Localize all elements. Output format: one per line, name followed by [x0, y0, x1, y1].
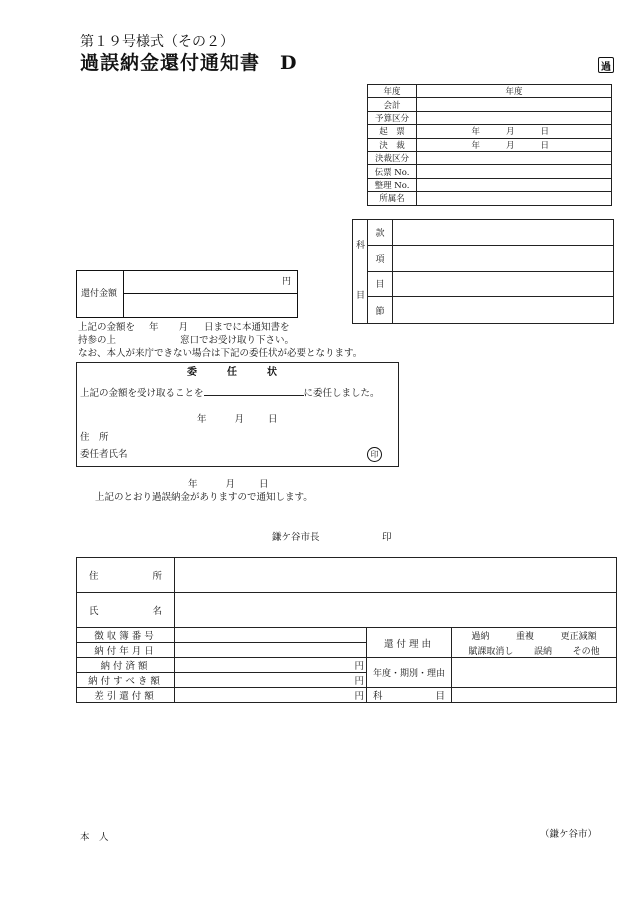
table-row	[368, 111, 612, 124]
delegation-sentence: 上記の金額を受け取ることを に委任しました。	[80, 388, 380, 399]
refund-amount-box	[76, 270, 298, 318]
accounting-table	[367, 84, 612, 206]
slip-number-value	[417, 165, 612, 178]
amount-due-label: 納付すべき額	[77, 673, 175, 688]
seal-mark: 印	[367, 447, 382, 462]
department-label: 所属名	[368, 192, 417, 205]
collection-book-number-value	[175, 628, 367, 643]
name-value	[175, 593, 617, 628]
reasons-line-1: 過納 重複 更正減額	[471, 631, 597, 642]
collection-book-number-label: 徴収簿番号	[77, 628, 175, 643]
overpayment-badge: 過	[598, 57, 614, 73]
subject-row-label: 目	[368, 272, 393, 297]
subject-row-label: 款	[368, 220, 393, 245]
mayor-seal: 印	[382, 532, 392, 543]
name-label: 氏 名	[77, 593, 175, 628]
table-row	[368, 138, 612, 151]
budget-category-value	[417, 111, 612, 124]
table-row	[77, 628, 617, 643]
date-year: 年	[471, 127, 480, 138]
notice-line-2: 持参の上 窓口でお受け取り下さい。	[78, 335, 295, 346]
account-value	[417, 98, 612, 111]
delegation-form	[76, 362, 399, 467]
paid-amount-yen: 円	[175, 658, 367, 673]
address-label: 住 所	[77, 558, 175, 593]
subject-row-setsu	[368, 297, 613, 323]
refund-reasons	[452, 628, 617, 658]
drafted-label: 起 票	[368, 125, 417, 138]
amount-due-yen: 円	[175, 673, 367, 688]
issue-statement: 上記のとおり過誤納金がありますので通知します。	[95, 492, 313, 503]
table-row	[77, 688, 617, 703]
subject-row-kou	[368, 246, 613, 272]
subject-char-1: 科	[356, 241, 366, 251]
date-year: 年	[471, 140, 480, 151]
reference-number-label: 整理 No.	[368, 178, 417, 191]
fiscal-year-label: 年度	[368, 85, 417, 98]
subject-row-moku	[368, 272, 613, 298]
net-refund-yen: 円	[175, 688, 367, 703]
payment-date-label: 納付年月日	[77, 643, 175, 658]
approved-label: 決 裁	[368, 138, 417, 151]
date-month: 月	[505, 127, 515, 138]
delegator-name-label: 委任者氏名	[80, 449, 128, 460]
issue-date: 年 月 日	[188, 479, 269, 490]
subject-vertical-label	[353, 220, 368, 323]
reasons-line-2: 賦課取消し 誤納 その他	[468, 646, 600, 657]
department-value	[417, 192, 612, 205]
fiscal-year-value: 年度	[417, 85, 612, 98]
notice-line-3: なお、本人が来庁できない場合は下記の委任状が必要となります。	[78, 348, 363, 359]
date-month: 月	[505, 140, 515, 151]
approval-category-label: 決裁区分	[368, 151, 417, 164]
table-row	[368, 125, 612, 138]
table-row	[368, 85, 612, 98]
subject-row-label: 項	[368, 246, 393, 271]
table-row	[77, 558, 617, 593]
account-label: 会計	[368, 98, 417, 111]
approval-category-value	[417, 151, 612, 164]
delegation-date: 年 月 日	[197, 414, 278, 425]
refund-detail-table	[76, 557, 617, 703]
slip-number-label: 伝票 No.	[368, 165, 417, 178]
approved-date	[417, 138, 612, 151]
period-reason-value	[452, 658, 617, 688]
period-reason-label: 年度・期別・理由	[367, 658, 452, 688]
net-refund-label: 差引還付額	[77, 688, 175, 703]
footer-recipient: 本 人	[80, 832, 109, 843]
delegator-address-label: 住 所	[80, 432, 109, 443]
date-day: 日	[540, 140, 549, 151]
footer-issuer: （鎌ケ谷市）	[540, 829, 598, 840]
page-title: 過誤納金還付通知書 D	[80, 52, 298, 74]
date-day: 日	[540, 127, 549, 138]
table-row	[77, 658, 617, 673]
mayor-title: 鎌ケ谷市長	[272, 532, 320, 543]
subject-label: 科 目	[367, 688, 452, 703]
refund-amount-label: 還付金額	[81, 289, 118, 299]
table-row	[368, 151, 612, 164]
table-row	[368, 192, 612, 205]
drafted-date	[417, 125, 612, 138]
subject-row-kan	[368, 220, 613, 246]
form-number: 第１９号様式（その２）	[80, 34, 234, 50]
table-row	[77, 593, 617, 628]
subject-char-2: 目	[356, 291, 366, 301]
budget-subject-table	[352, 219, 614, 324]
address-value	[175, 558, 617, 593]
notice-line-1: 上記の金額を 年 月 日までに本通知書を	[78, 322, 290, 333]
payment-date-value	[175, 643, 367, 658]
yen-unit: 円	[282, 277, 292, 287]
refund-reason-label: 還付理由	[367, 628, 452, 658]
paid-amount-label: 納付済額	[77, 658, 175, 673]
budget-category-label: 予算区分	[368, 111, 417, 124]
table-row	[368, 178, 612, 191]
delegation-title: 委 任 状	[187, 367, 277, 378]
table-row	[368, 98, 612, 111]
table-row	[368, 165, 612, 178]
subject-value	[452, 688, 617, 703]
reference-number-value	[417, 178, 612, 191]
subject-row-label: 節	[368, 297, 393, 323]
